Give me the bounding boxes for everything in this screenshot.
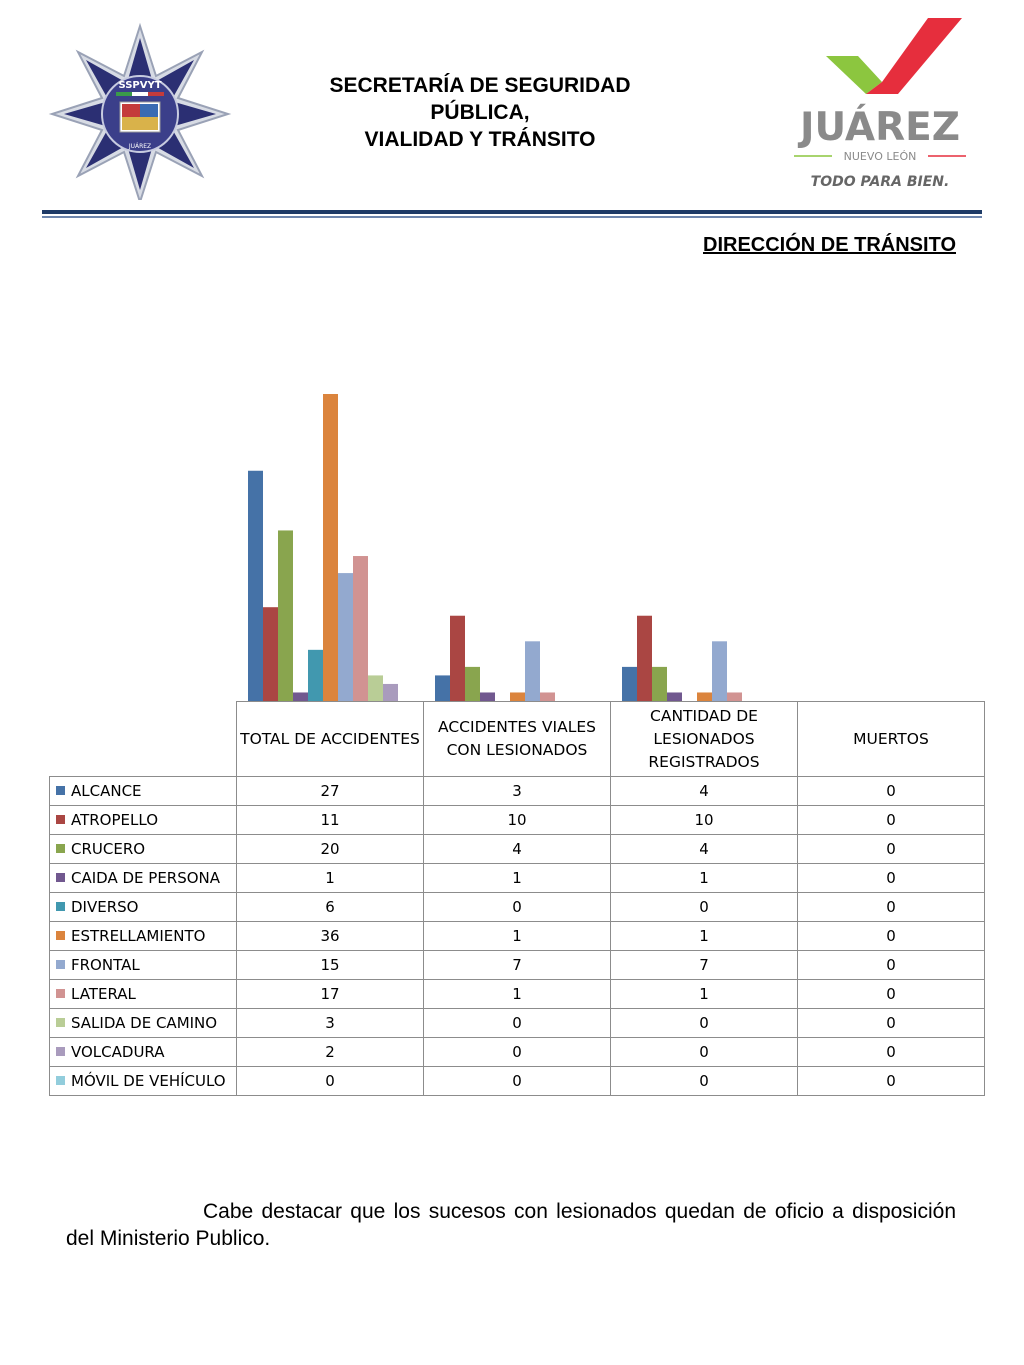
header-rule-dark [42, 210, 982, 214]
column-header-3 [798, 702, 985, 777]
legend-swatch [56, 989, 65, 998]
header-rule-light [42, 216, 982, 218]
data-cell: 0 [237, 1067, 424, 1096]
page-title [280, 72, 680, 153]
column-header-0 [237, 702, 424, 777]
legend-swatch [56, 1047, 65, 1056]
bar-1-6 [525, 641, 540, 701]
bar-0-5 [323, 394, 338, 701]
data-cell: 1 [611, 922, 798, 951]
bar-1-2 [465, 667, 480, 701]
nuevo-leon-label: NUEVO LEÓN [843, 150, 917, 163]
legend-entry [50, 1009, 237, 1038]
data-cell: 0 [798, 893, 985, 922]
data-cell: 3 [424, 777, 611, 806]
legend-entry [50, 893, 237, 922]
data-cell: 6 [237, 893, 424, 922]
data-cell: 0 [424, 893, 611, 922]
data-cell: 0 [798, 951, 985, 980]
data-cell: 10 [424, 806, 611, 835]
bar-1-3 [480, 692, 495, 701]
badge-subtext: JUÁREZ [128, 143, 152, 150]
table-row [50, 806, 985, 835]
legend-label: ATROPELLO [71, 811, 158, 829]
column-header-2 [611, 702, 798, 777]
bar-2-7 [727, 692, 742, 701]
section-heading: DIRECCIÓN DE TRÁNSITO [703, 234, 956, 256]
legend-swatch [56, 873, 65, 882]
legend-swatch [56, 815, 65, 824]
title-line-3: VIALIDAD Y TRÁNSITO [364, 128, 596, 151]
table-row [50, 835, 985, 864]
bar-0-7 [353, 556, 368, 701]
badge-text: SSPVYT [118, 80, 162, 91]
data-cell: 0 [798, 922, 985, 951]
bar-chart [0, 360, 1024, 704]
column-header-line: TOTAL DE ACCIDENTES [240, 729, 420, 748]
legend-swatch [56, 1018, 65, 1027]
data-cell: 0 [798, 806, 985, 835]
legend-label: FRONTAL [71, 956, 140, 974]
juarez-logo [786, 14, 976, 194]
bar-0-9 [383, 684, 398, 701]
title-line-2: PÚBLICA, [430, 101, 530, 124]
data-cell: 0 [798, 980, 985, 1009]
legend-label: LATERAL [71, 985, 136, 1003]
data-cell: 27 [237, 777, 424, 806]
legend-entry [50, 777, 237, 806]
legend-label: DIVERSO [71, 898, 139, 916]
data-cell: 0 [424, 1067, 611, 1096]
bar-0-0 [248, 471, 263, 701]
data-cell: 1 [611, 864, 798, 893]
juarez-wordmark: JUÁREZ [799, 105, 961, 150]
data-cell: 0 [424, 1038, 611, 1067]
data-cell: 0 [798, 864, 985, 893]
data-cell: 10 [611, 806, 798, 835]
data-cell: 0 [424, 1009, 611, 1038]
legend-label: CRUCERO [71, 840, 146, 858]
bar-0-3 [293, 692, 308, 701]
bar-2-2 [652, 667, 667, 701]
data-cell: 1 [424, 922, 611, 951]
data-cell: 1 [237, 864, 424, 893]
table-row [50, 1067, 985, 1096]
column-header-line: MUERTOS [853, 729, 929, 748]
legend-entry [50, 1067, 237, 1096]
data-table [49, 701, 985, 1096]
legend-label: ESTRELLAMIENTO [71, 927, 206, 945]
data-cell: 4 [611, 777, 798, 806]
data-cell: 0 [611, 1009, 798, 1038]
column-header-line: CON LESIONADOS [446, 741, 588, 759]
table-row [50, 777, 985, 806]
legend-swatch [56, 960, 65, 969]
data-cell: 3 [237, 1009, 424, 1038]
bar-0-8 [368, 675, 383, 701]
legend-entry [50, 806, 237, 835]
data-cell: 0 [611, 1038, 798, 1067]
legend-label: ALCANCE [71, 782, 142, 800]
bar-1-5 [510, 692, 525, 701]
data-cell: 20 [237, 835, 424, 864]
bar-2-0 [622, 667, 637, 701]
data-cell: 0 [611, 893, 798, 922]
legend-swatch [56, 786, 65, 795]
table-corner [50, 702, 237, 777]
data-cell: 0 [798, 1067, 985, 1096]
legend-label: CAIDA DE PERSONA [71, 869, 221, 887]
legend-entry [50, 980, 237, 1009]
data-cell: 0 [798, 1009, 985, 1038]
table-row [50, 864, 985, 893]
data-cell: 11 [237, 806, 424, 835]
police-badge-logo [44, 22, 234, 200]
data-cell: 4 [424, 835, 611, 864]
footer-note [66, 1198, 956, 1252]
data-cell: 36 [237, 922, 424, 951]
legend-label: SALIDA DE CAMINO [71, 1014, 218, 1032]
column-header-line: REGISTRADOS [648, 752, 760, 771]
bar-1-0 [435, 675, 450, 701]
legend-label: MÓVIL DE VEHÍCULO [71, 1072, 226, 1090]
bar-0-2 [278, 530, 293, 701]
table-row [50, 922, 985, 951]
bars-group [248, 394, 742, 701]
legend-swatch [56, 931, 65, 940]
slogan-label: TODO PARA BIEN. [810, 174, 950, 190]
bar-2-3 [667, 692, 682, 701]
data-cell: 15 [237, 951, 424, 980]
legend-entry [50, 1038, 237, 1067]
bar-0-1 [263, 607, 278, 701]
data-cell: 0 [798, 777, 985, 806]
data-cell: 0 [798, 835, 985, 864]
bar-1-7 [540, 692, 555, 701]
data-cell: 7 [424, 951, 611, 980]
bar-2-6 [712, 641, 727, 701]
legend-entry [50, 835, 237, 864]
title-line-1: SECRETARÍA DE SEGURIDAD [329, 74, 631, 97]
table-row [50, 951, 985, 980]
data-cell: 17 [237, 980, 424, 1009]
column-header-line: LESIONADOS [653, 729, 755, 748]
table-row [50, 1038, 985, 1067]
legend-swatch [56, 902, 65, 911]
data-cell: 1 [611, 980, 798, 1009]
table-header-row [50, 702, 985, 777]
column-header-line: CANTIDAD DE [650, 706, 758, 725]
bar-0-6 [338, 573, 353, 701]
table-row [50, 893, 985, 922]
data-cell: 4 [611, 835, 798, 864]
data-cell: 2 [237, 1038, 424, 1067]
bar-2-5 [697, 692, 712, 701]
legend-entry [50, 922, 237, 951]
legend-swatch [56, 1076, 65, 1085]
column-header-line: ACCIDENTES VIALES [438, 718, 596, 736]
table-row [50, 980, 985, 1009]
legend-entry [50, 951, 237, 980]
data-cell: 7 [611, 951, 798, 980]
table-row [50, 1009, 985, 1038]
checkmark-green-icon [826, 56, 882, 94]
legend-swatch [56, 844, 65, 853]
data-cell: 0 [798, 1038, 985, 1067]
legend-label: VOLCADURA [71, 1043, 165, 1061]
bar-1-1 [450, 616, 465, 701]
footer-note-text: Cabe destacar que los sucesos con lesionados quedan de oficio a disposición del Ministerio Publico. [66, 1200, 956, 1250]
column-header-1 [424, 702, 611, 777]
bar-2-1 [637, 616, 652, 701]
legend-entry [50, 864, 237, 893]
data-cell: 1 [424, 864, 611, 893]
data-cell: 0 [611, 1067, 798, 1096]
data-cell: 1 [424, 980, 611, 1009]
bar-0-4 [308, 650, 323, 701]
